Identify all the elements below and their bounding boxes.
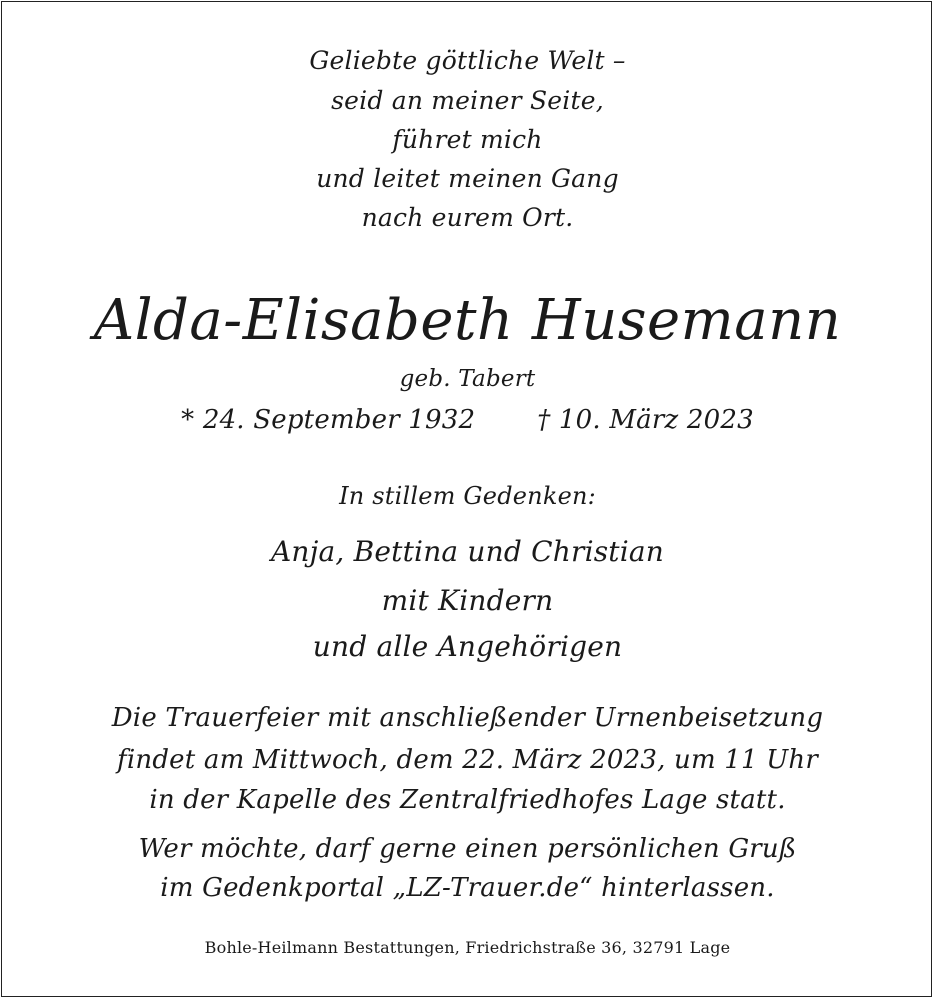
verse-line: und leitet meinen Gang <box>316 164 619 193</box>
verse-line: Geliebte göttliche Welt – <box>309 46 626 75</box>
deceased-name: Alda-Elisabeth Husemann <box>93 288 842 353</box>
ceremony-line: in der Kapelle des Zentralfriedhofes Lage statt. <box>149 785 786 815</box>
family-line: Anja, Bettina und Christian <box>270 535 665 568</box>
family-line: mit Kindern <box>381 584 554 617</box>
life-dates <box>0 405 935 435</box>
born-name: geb. Tabert <box>399 366 536 392</box>
family-line: und alle Angehörigen <box>312 630 623 663</box>
death-date: † 10. März 2023 <box>537 405 754 435</box>
verse-line: führet mich <box>392 125 543 154</box>
verse-line: nach eurem Ort. <box>361 203 574 232</box>
verse-line: seid an meiner Seite, <box>331 86 604 115</box>
greeting-line: Wer möchte, darf gerne einen persönlichen Gruß <box>138 834 797 864</box>
ceremony-line: findet am Mittwoch, dem 22. März 2023, um 11 Uhr <box>117 745 818 775</box>
funeral-home-address: Bohle-Heilmann Bestattungen, Friedrichstraße 36, 32791 Lage <box>204 938 731 957</box>
ceremony-line: Die Trauerfeier mit anschließender Urnenbeisetzung <box>111 703 824 733</box>
birth-date: * 24. September 1932 <box>181 405 476 435</box>
memory-line: In stillem Gedenken: <box>339 482 596 510</box>
greeting-line: im Gedenkportal „LZ-Trauer.de“ hinterlassen. <box>160 873 775 903</box>
